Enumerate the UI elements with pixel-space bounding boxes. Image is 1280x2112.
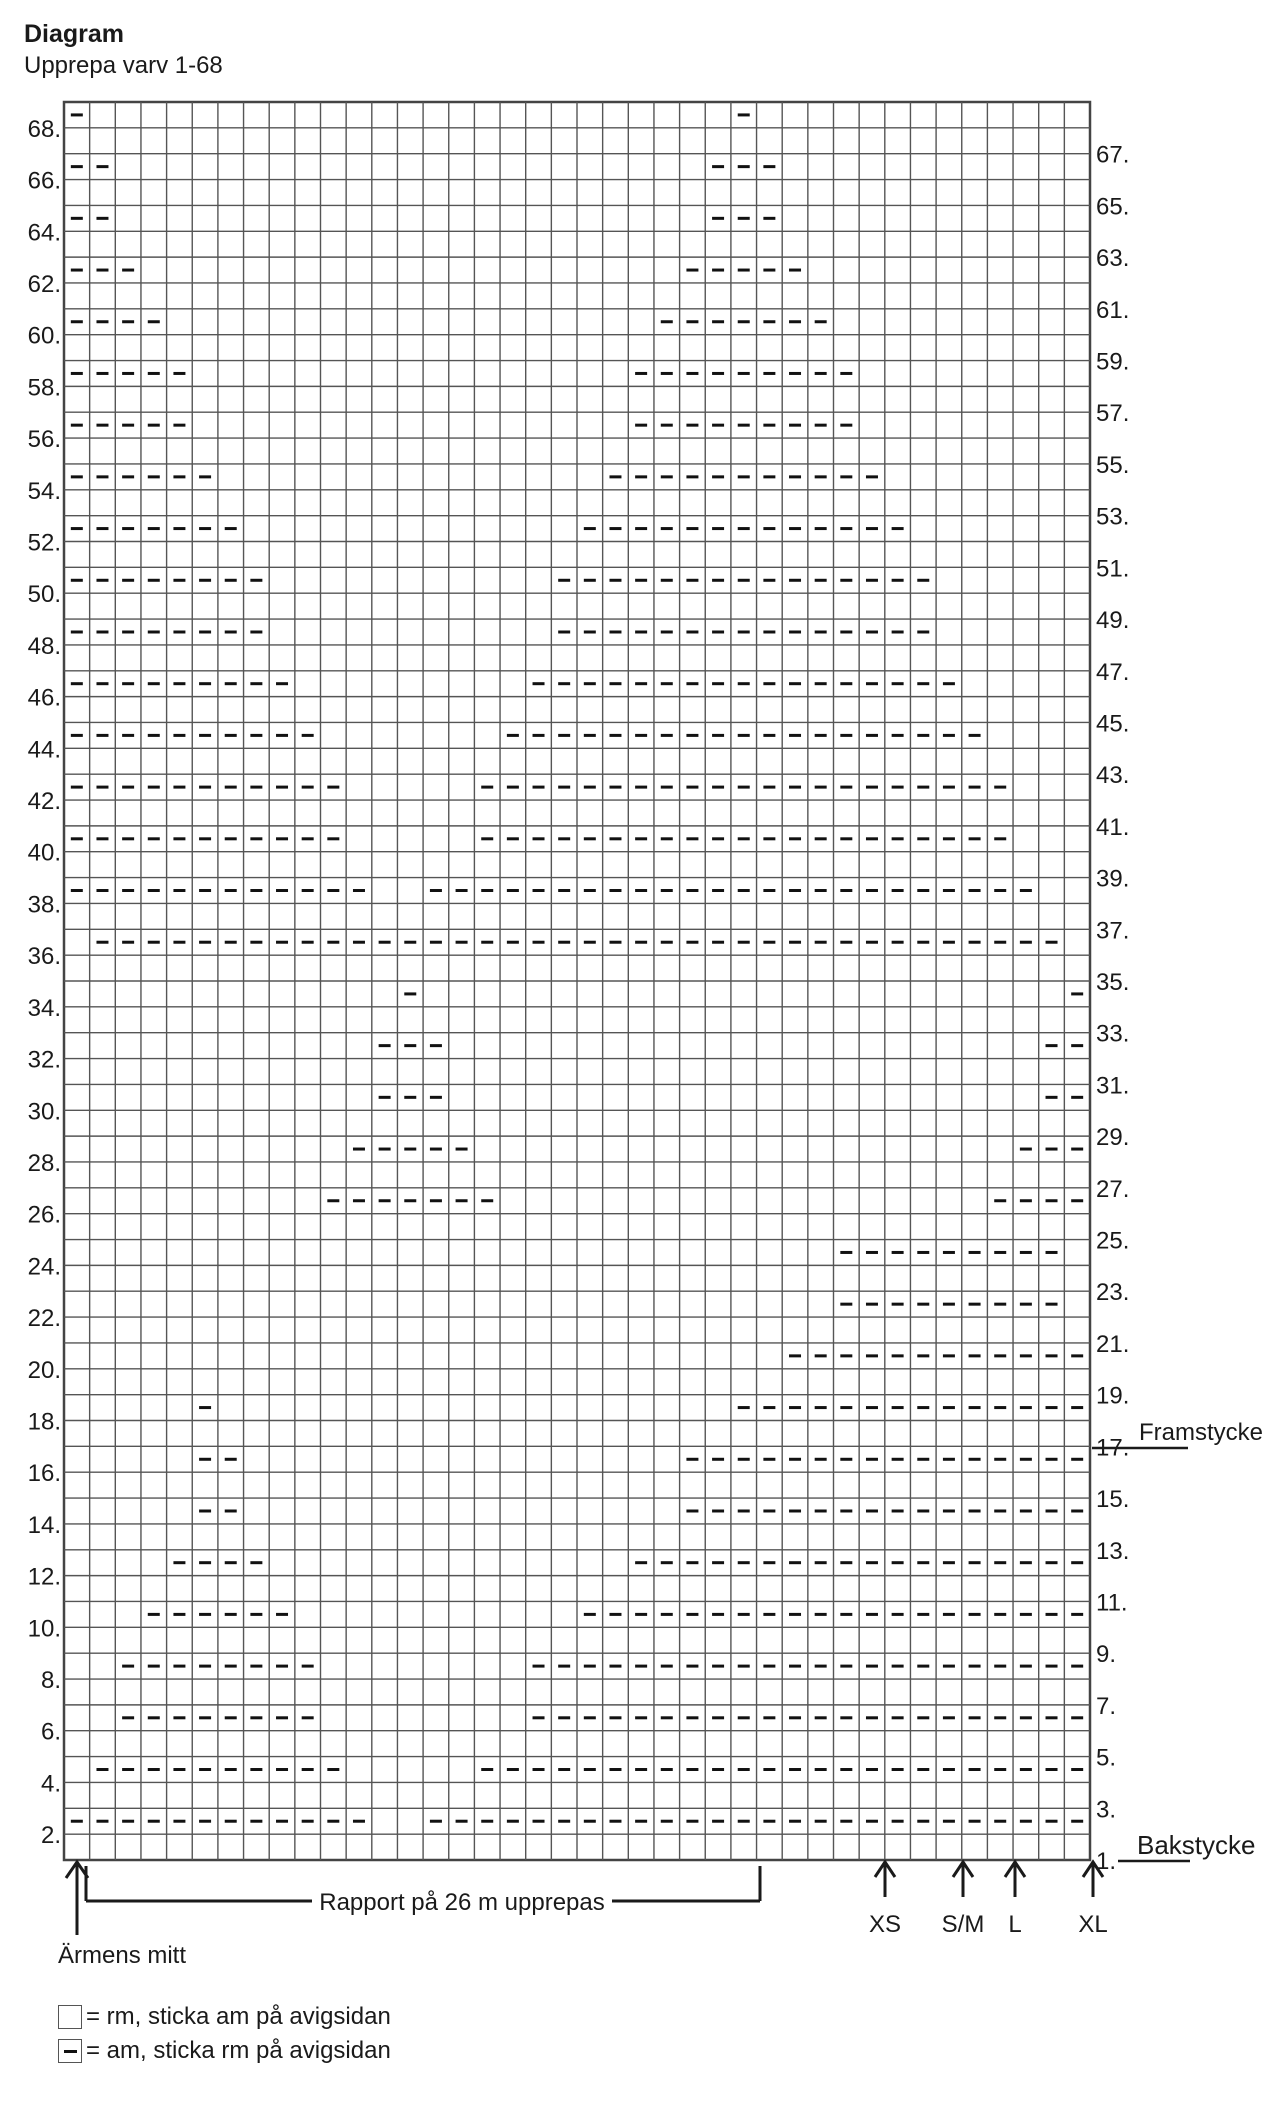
row-labels-right bbox=[1096, 142, 1129, 1875]
row-label: 42. bbox=[27, 788, 61, 816]
row-labels-left bbox=[28, 116, 61, 1849]
row-label: 16. bbox=[27, 1460, 61, 1488]
size-label: L bbox=[1008, 1911, 1022, 1938]
row-label: 37. bbox=[1096, 917, 1130, 945]
diagram-subtitle: Upprepa varv 1-68 bbox=[24, 52, 223, 79]
row-label: 61. bbox=[1096, 296, 1130, 324]
row-label: 35. bbox=[1096, 969, 1130, 996]
diagram-title: Diagram bbox=[24, 20, 125, 48]
row-label: 19. bbox=[1096, 1382, 1130, 1410]
row-label: 7. bbox=[1096, 1692, 1117, 1720]
purl-symbol-icon bbox=[58, 2039, 82, 2063]
row-label: 60. bbox=[27, 322, 61, 350]
row-label: 6. bbox=[40, 1718, 61, 1746]
row-label: 68. bbox=[27, 115, 61, 143]
row-label: 56. bbox=[27, 426, 61, 454]
knit-symbol-icon bbox=[58, 2005, 82, 2029]
row-label: 12. bbox=[27, 1563, 61, 1591]
row-label: 52. bbox=[27, 529, 61, 557]
armens-mitt-label: Ärmens mitt bbox=[58, 1942, 187, 1969]
row-label: 64. bbox=[27, 219, 61, 247]
bakstycke-label: Bakstycke bbox=[1137, 1830, 1256, 1860]
size-label: XL bbox=[1078, 1911, 1108, 1938]
size-arrow-icon bbox=[953, 1862, 973, 1897]
row-label: 48. bbox=[27, 632, 61, 660]
row-label: 63. bbox=[1096, 245, 1130, 273]
row-label: 3. bbox=[1096, 1796, 1117, 1824]
row-label: 66. bbox=[27, 167, 61, 195]
row-label: 21. bbox=[1096, 1330, 1130, 1358]
row-label: 46. bbox=[27, 684, 61, 712]
row-label: 54. bbox=[27, 477, 61, 505]
row-label: 55. bbox=[1096, 451, 1130, 479]
row-label: 23. bbox=[1096, 1279, 1130, 1307]
row-label: 47. bbox=[1096, 658, 1130, 686]
legend-knit-text: = rm, sticka am på avigsidan bbox=[86, 2003, 391, 2030]
row-label: 53. bbox=[1096, 503, 1130, 531]
row-label: 1. bbox=[1096, 1848, 1117, 1875]
legend-knit bbox=[58, 2003, 391, 2031]
row-label: 41. bbox=[1096, 813, 1130, 841]
row-label: 50. bbox=[27, 581, 61, 609]
row-label: 59. bbox=[1096, 348, 1130, 376]
row-label: 39. bbox=[1096, 865, 1130, 893]
row-label: 38. bbox=[27, 891, 61, 919]
legend-purl-text: = am, sticka rm på avigsidan bbox=[86, 2037, 391, 2064]
size-label: S/M bbox=[941, 1911, 985, 1938]
row-label: 5. bbox=[1096, 1744, 1117, 1772]
row-label: 51. bbox=[1096, 555, 1130, 583]
size-arrow-icon bbox=[1005, 1862, 1025, 1897]
size-label: XS bbox=[868, 1911, 902, 1938]
row-label: 58. bbox=[27, 374, 61, 402]
row-label: 62. bbox=[27, 270, 61, 298]
row-label: 27. bbox=[1096, 1175, 1130, 1203]
row-label: 65. bbox=[1096, 193, 1130, 221]
row-label: 18. bbox=[27, 1408, 61, 1436]
row-label: 67. bbox=[1096, 141, 1130, 169]
row-label: 44. bbox=[27, 736, 61, 764]
row-label: 10. bbox=[27, 1615, 61, 1643]
row-label: 17. bbox=[1096, 1434, 1130, 1462]
row-label: 32. bbox=[27, 1046, 61, 1074]
row-label: 8. bbox=[40, 1667, 61, 1695]
framstycke-label: Framstycke bbox=[1139, 1419, 1264, 1446]
row-label: 26. bbox=[27, 1201, 61, 1229]
row-label: 36. bbox=[27, 943, 61, 971]
rapport-label: Rapport på 26 m upprepas bbox=[319, 1889, 605, 1916]
size-arrows bbox=[869, 1862, 1108, 1938]
size-arrow-icon bbox=[875, 1862, 895, 1897]
legend-purl bbox=[58, 2037, 391, 2065]
row-label: 20. bbox=[27, 1356, 61, 1384]
row-label: 29. bbox=[1096, 1124, 1130, 1152]
row-label: 24. bbox=[27, 1253, 61, 1281]
row-label: 45. bbox=[1096, 710, 1130, 738]
row-label: 25. bbox=[1096, 1227, 1130, 1255]
row-label: 9. bbox=[1096, 1641, 1117, 1669]
row-label: 2. bbox=[40, 1822, 61, 1850]
row-label: 43. bbox=[1096, 762, 1130, 790]
chart-grid bbox=[64, 102, 1090, 1860]
row-label: 4. bbox=[40, 1770, 61, 1798]
row-label: 49. bbox=[1096, 607, 1130, 635]
row-label: 31. bbox=[1096, 1072, 1130, 1100]
row-label: 34. bbox=[27, 994, 61, 1022]
row-label: 15. bbox=[1096, 1486, 1130, 1514]
row-label: 22. bbox=[27, 1305, 61, 1333]
row-label: 30. bbox=[27, 1098, 61, 1126]
row-label: 11. bbox=[1096, 1589, 1128, 1617]
row-label: 57. bbox=[1096, 400, 1130, 428]
row-label: 33. bbox=[1096, 1020, 1130, 1048]
row-label: 13. bbox=[1096, 1537, 1130, 1565]
row-label: 40. bbox=[27, 839, 61, 867]
row-label: 14. bbox=[27, 1511, 61, 1539]
row-label: 28. bbox=[27, 1149, 61, 1177]
